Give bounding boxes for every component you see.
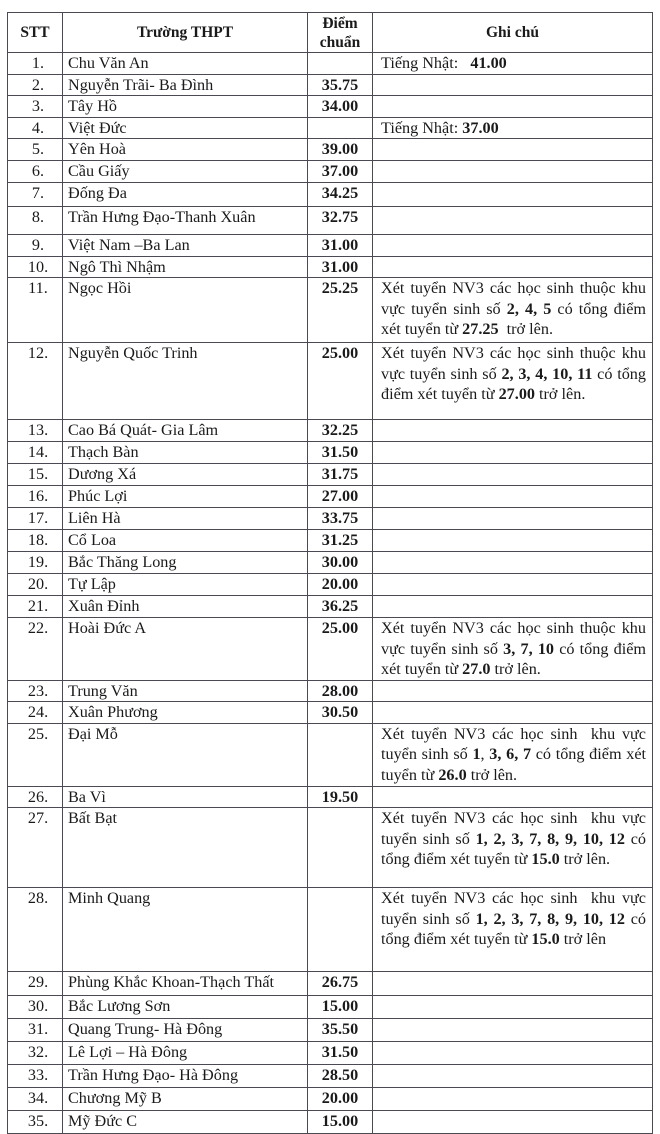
table-row (8, 234, 653, 256)
cell-stt (8, 117, 63, 139)
cell-note (373, 278, 653, 343)
table-row (8, 530, 653, 552)
cell-benchmark-score: 19.50 (308, 786, 373, 808)
cell-note (373, 702, 653, 724)
cell-benchmark-score: 25.00 (308, 343, 373, 420)
cell-stt (8, 278, 63, 343)
cell-note (373, 182, 653, 206)
table-row (8, 206, 653, 234)
note-emphasis: 1 (472, 745, 481, 763)
cell-note (373, 786, 653, 808)
table-row (8, 117, 653, 139)
cell-school-name: Bất Bạt (63, 808, 308, 888)
header-score-line2: chuẩn (319, 33, 361, 51)
cell-stt (8, 182, 63, 206)
cell-benchmark-score: 20.00 (308, 1088, 373, 1111)
cell-school-name: Lê Lợi – Hà Đông (63, 1042, 308, 1065)
note-emphasis: 41.00 (470, 54, 507, 72)
cell-stt (8, 786, 63, 808)
table-row (8, 723, 653, 786)
table-row (8, 888, 653, 972)
header-school: Trường THPT (63, 13, 308, 53)
cell-school-name: Trần Hưng Đạo- Hà Đông (63, 1065, 308, 1088)
note-text: trở lên. (535, 385, 586, 403)
cell-note (373, 1111, 653, 1134)
note-emphasis: 37.00 (462, 118, 499, 137)
cell-benchmark-score: 15.00 (308, 1111, 373, 1134)
cell-note (373, 206, 653, 234)
table-row (8, 160, 653, 182)
cell-note (373, 1042, 653, 1065)
table-body (8, 53, 653, 1134)
cell-benchmark-score: 25.00 (308, 618, 373, 681)
cell-school-name: Chu Văn An (63, 53, 308, 75)
note-emphasis: 15.0 (531, 930, 560, 948)
note-text: có tổng điểm xét tuyển từ (381, 639, 651, 678)
cell-school-name: Ngô Thì Nhậm (63, 256, 308, 278)
cell-note (373, 996, 653, 1019)
cell-benchmark-score: 30.50 (308, 702, 373, 724)
cell-benchmark-score: 35.50 (308, 1019, 373, 1042)
cell-benchmark-score: 28.00 (308, 680, 373, 702)
stt-value: 2. (31, 75, 45, 94)
cell-benchmark-score: 28.50 (308, 1065, 373, 1088)
cell-stt (8, 139, 63, 161)
cell-benchmark-score: 20.00 (308, 574, 373, 596)
note-text: trở lên (559, 930, 607, 948)
table-row (8, 702, 653, 724)
cell-stt (8, 552, 63, 574)
cell-note (373, 160, 653, 182)
table-row (8, 1111, 653, 1134)
table-row (8, 1065, 653, 1088)
cell-school-name: Cầu Giấy (63, 160, 308, 182)
cell-stt (8, 508, 63, 530)
table-row (8, 786, 653, 808)
cell-benchmark-score: 31.75 (308, 464, 373, 486)
table-row (8, 96, 653, 118)
cell-benchmark-score: 31.50 (308, 1042, 373, 1065)
note-emphasis: 3, 7, 10 (503, 639, 554, 658)
note-text: có tổng điểm xét tuyển từ (381, 745, 651, 784)
cell-school-name: Việt Nam –Ba Lan (63, 234, 308, 256)
admission-scores-table (7, 12, 653, 1134)
cell-note (373, 574, 653, 596)
cell-note (373, 1088, 653, 1111)
cell-school-name: Bắc Thăng Long (63, 552, 308, 574)
cell-benchmark-score: 36.25 (308, 596, 373, 618)
note-text: Xét tuyển NV3 các học sinh khu vực tuyển sinh số (381, 889, 651, 928)
cell-stt (8, 888, 63, 972)
cell-note (373, 596, 653, 618)
cell-benchmark-score: 33.75 (308, 508, 373, 530)
table-row (8, 508, 653, 530)
cell-stt (8, 53, 63, 75)
cell-school-name: Yên Hoà (63, 139, 308, 161)
cell-school-name: Tây Hồ (63, 96, 308, 118)
cell-note (373, 972, 653, 996)
cell-benchmark-score: 32.25 (308, 420, 373, 442)
stt-value: 33. (27, 1066, 49, 1084)
cell-school-name: Đại Mỗ (63, 723, 308, 786)
cell-note (373, 53, 653, 75)
note-emphasis: 2, 4, 5 (506, 299, 552, 318)
cell-benchmark-score: 31.25 (308, 530, 373, 552)
header-stt: STT (8, 13, 63, 53)
table-row (8, 442, 653, 464)
cell-stt (8, 996, 63, 1019)
cell-note (373, 234, 653, 256)
cell-benchmark-score: 26.75 (308, 972, 373, 996)
stt-value: 12. (27, 344, 49, 362)
stt-value: 23. (27, 681, 49, 700)
table-row (8, 139, 653, 161)
table-row (8, 278, 653, 343)
cell-benchmark-score: 34.25 (308, 182, 373, 206)
note-emphasis: 27.00 (498, 385, 535, 403)
table-row (8, 618, 653, 681)
stt-value: 30. (27, 997, 49, 1015)
table-row (8, 552, 653, 574)
note-text: trở lên. (559, 850, 611, 868)
header-score-line1: Điểm (322, 14, 358, 32)
cell-stt (8, 96, 63, 118)
cell-stt (8, 1019, 63, 1042)
note-emphasis: 1, 2, 3, 7, 8, 9, 10, 12 (475, 829, 625, 848)
cell-school-name: Trung Văn (63, 680, 308, 702)
cell-school-name: Phúc Lợi (63, 486, 308, 508)
cell-school-name: Trần Hưng Đạo-Thanh Xuân (63, 206, 308, 234)
stt-value: 19. (27, 553, 49, 571)
stt-value: 9. (31, 235, 45, 254)
stt-value: 18. (27, 531, 49, 549)
table-row (8, 996, 653, 1019)
cell-benchmark-score: 27.00 (308, 486, 373, 508)
table-row (8, 574, 653, 596)
cell-stt (8, 702, 63, 724)
note-text: , (480, 745, 490, 763)
stt-value: 31. (27, 1020, 49, 1038)
stt-value: 11. (28, 279, 48, 297)
cell-stt (8, 618, 63, 681)
stt-value: 5. (31, 140, 45, 158)
note-text: Xét tuyển NV3 các học sinh khu vực tuyển sinh số (381, 724, 651, 763)
cell-stt (8, 972, 63, 996)
cell-benchmark-score: 34.00 (308, 96, 373, 118)
cell-benchmark-score: 15.00 (308, 996, 373, 1019)
cell-stt (8, 256, 63, 278)
cell-school-name: Cổ Loa (63, 530, 308, 552)
table-row (8, 53, 653, 75)
note-text: trở lên. (498, 320, 553, 338)
stt-value: 35. (27, 1112, 49, 1130)
note-emphasis: 15.0 (531, 850, 560, 868)
table-row (8, 1088, 653, 1111)
stt-value: 34. (27, 1089, 49, 1107)
table-header-row (8, 13, 653, 53)
stt-value: 22. (27, 619, 49, 637)
note-text: Tiếng Nhật: (381, 118, 463, 137)
cell-school-name: Xuân Đỉnh (63, 596, 308, 618)
cell-school-name: Đống Đa (63, 182, 308, 206)
cell-stt (8, 808, 63, 888)
cell-benchmark-score (308, 53, 373, 75)
stt-value: 4. (31, 118, 45, 137)
stt-value: 21. (27, 597, 49, 615)
table-row (8, 464, 653, 486)
table-row (8, 808, 653, 888)
cell-school-name: Cao Bá Quát- Gia Lâm (63, 420, 308, 442)
cell-stt (8, 486, 63, 508)
cell-school-name: Dương Xá (63, 464, 308, 486)
cell-note (373, 808, 653, 888)
note-text: trở lên. (466, 765, 518, 784)
note-text: Xét tuyển NV3 các học sinh thuộc khu vực tuyển sinh số (381, 279, 651, 318)
cell-note (373, 117, 653, 139)
stt-value: 28. (27, 889, 49, 907)
cell-school-name: Bắc Lương Sơn (63, 996, 308, 1019)
table-row (8, 486, 653, 508)
cell-benchmark-score: 39.00 (308, 139, 373, 161)
cell-stt (8, 234, 63, 256)
cell-stt (8, 1042, 63, 1065)
stt-value: 3. (31, 97, 45, 115)
cell-stt (8, 442, 63, 464)
note-emphasis: 26.0 (438, 765, 467, 784)
cell-note (373, 139, 653, 161)
table-row (8, 1042, 653, 1065)
cell-school-name: Phùng Khắc Khoan-Thạch Thất (63, 972, 308, 996)
cell-note (373, 486, 653, 508)
cell-stt (8, 596, 63, 618)
cell-school-name: Mỹ Đức C (63, 1111, 308, 1134)
stt-value: 8. (31, 207, 45, 226)
table-row (8, 680, 653, 702)
note-emphasis: 27.25 (462, 320, 499, 338)
cell-note (373, 680, 653, 702)
table-row (8, 1019, 653, 1042)
cell-school-name: Việt Đức (63, 117, 308, 139)
note-text: Xét tuyển NV3 các học sinh khu vực tuyển sinh số (381, 809, 651, 848)
note-text: có tổng điểm xét tuyển từ (381, 909, 651, 948)
stt-value: 20. (27, 575, 49, 593)
cell-stt (8, 343, 63, 420)
note-text: Tiếng Nhật: (381, 54, 471, 72)
stt-value: 14. (27, 443, 49, 461)
note-text: có tổng điểm xét tuyển từ (381, 299, 651, 338)
cell-benchmark-score (308, 117, 373, 139)
cell-school-name: Liên Hà (63, 508, 308, 530)
stt-value: 24. (27, 703, 49, 721)
note-text: có tổng điểm xét tuyển từ (381, 364, 651, 403)
cell-benchmark-score: 31.00 (308, 256, 373, 278)
cell-note (373, 96, 653, 118)
table-row (8, 420, 653, 442)
cell-school-name: Ngọc Hồi (63, 278, 308, 343)
cell-benchmark-score: 31.00 (308, 234, 373, 256)
cell-note (373, 723, 653, 786)
cell-benchmark-score: 37.00 (308, 160, 373, 182)
cell-note (373, 1065, 653, 1088)
stt-value: 26. (27, 787, 49, 806)
table-row (8, 972, 653, 996)
note-emphasis: 27.0 (462, 660, 491, 678)
cell-school-name: Nguyễn Trãi- Ba Đình (63, 74, 308, 96)
stt-value: 16. (27, 487, 49, 505)
cell-stt (8, 1111, 63, 1134)
cell-stt (8, 206, 63, 234)
cell-note (373, 618, 653, 681)
cell-school-name: Minh Quang (63, 888, 308, 972)
stt-value: 1. (31, 54, 45, 72)
cell-note (373, 420, 653, 442)
cell-stt (8, 160, 63, 182)
cell-stt (8, 680, 63, 702)
stt-value: 29. (27, 973, 49, 991)
cell-note (373, 552, 653, 574)
cell-note (373, 1019, 653, 1042)
cell-stt (8, 74, 63, 96)
cell-benchmark-score (308, 723, 373, 786)
note-text: trở lên. (490, 660, 541, 678)
cell-note (373, 256, 653, 278)
table-row (8, 182, 653, 206)
stt-value: 10. (27, 257, 49, 276)
cell-school-name: Tự Lập (63, 574, 308, 596)
table-row (8, 74, 653, 96)
cell-note (373, 343, 653, 420)
stt-value: 6. (31, 161, 45, 180)
table-row (8, 256, 653, 278)
cell-school-name: Nguyễn Quốc Trinh (63, 343, 308, 420)
cell-school-name: Ba Vì (63, 786, 308, 808)
cell-stt (8, 1088, 63, 1111)
cell-benchmark-score: 32.75 (308, 206, 373, 234)
stt-value: 15. (27, 465, 49, 483)
note-text: có tổng điểm xét tuyển từ (381, 829, 651, 868)
header-note: Ghi chú (373, 13, 653, 53)
cell-school-name: Xuân Phương (63, 702, 308, 724)
cell-stt (8, 574, 63, 596)
cell-note (373, 530, 653, 552)
admission-scores-document (7, 12, 652, 1134)
cell-stt (8, 420, 63, 442)
stt-value: 27. (27, 809, 49, 827)
cell-school-name: Chương Mỹ B (63, 1088, 308, 1111)
table-row (8, 596, 653, 618)
note-text: Xét tuyển NV3 các học sinh thuộc khu vực tuyển sinh số (381, 619, 651, 658)
table-row (8, 343, 653, 420)
cell-note (373, 888, 653, 972)
cell-note (373, 442, 653, 464)
cell-note (373, 74, 653, 96)
stt-value: 13. (27, 421, 49, 439)
stt-value: 17. (27, 509, 49, 527)
note-text: Xét tuyển NV3 các học sinh thuộc khu vực tuyển sinh số (381, 344, 651, 383)
header-score (308, 13, 373, 53)
cell-stt (8, 464, 63, 486)
cell-stt (8, 530, 63, 552)
note-emphasis: 3, 6, 7 (489, 745, 532, 763)
stt-value: 7. (31, 183, 45, 202)
cell-benchmark-score: 31.50 (308, 442, 373, 464)
stt-value: 25. (27, 724, 49, 743)
cell-stt (8, 723, 63, 786)
cell-school-name: Thạch Bàn (63, 442, 308, 464)
cell-benchmark-score (308, 808, 373, 888)
stt-value: 32. (27, 1043, 49, 1061)
note-emphasis: 2, 3, 4, 10, 11 (501, 364, 593, 383)
cell-benchmark-score: 30.00 (308, 552, 373, 574)
cell-benchmark-score (308, 888, 373, 972)
cell-school-name: Quang Trung- Hà Đông (63, 1019, 308, 1042)
note-emphasis: 1, 2, 3, 7, 8, 9, 10, 12 (475, 909, 625, 928)
cell-note (373, 464, 653, 486)
cell-benchmark-score: 25.25 (308, 278, 373, 343)
cell-benchmark-score: 35.75 (308, 74, 373, 96)
cell-school-name: Hoài Đức A (63, 618, 308, 681)
cell-stt (8, 1065, 63, 1088)
cell-note (373, 508, 653, 530)
